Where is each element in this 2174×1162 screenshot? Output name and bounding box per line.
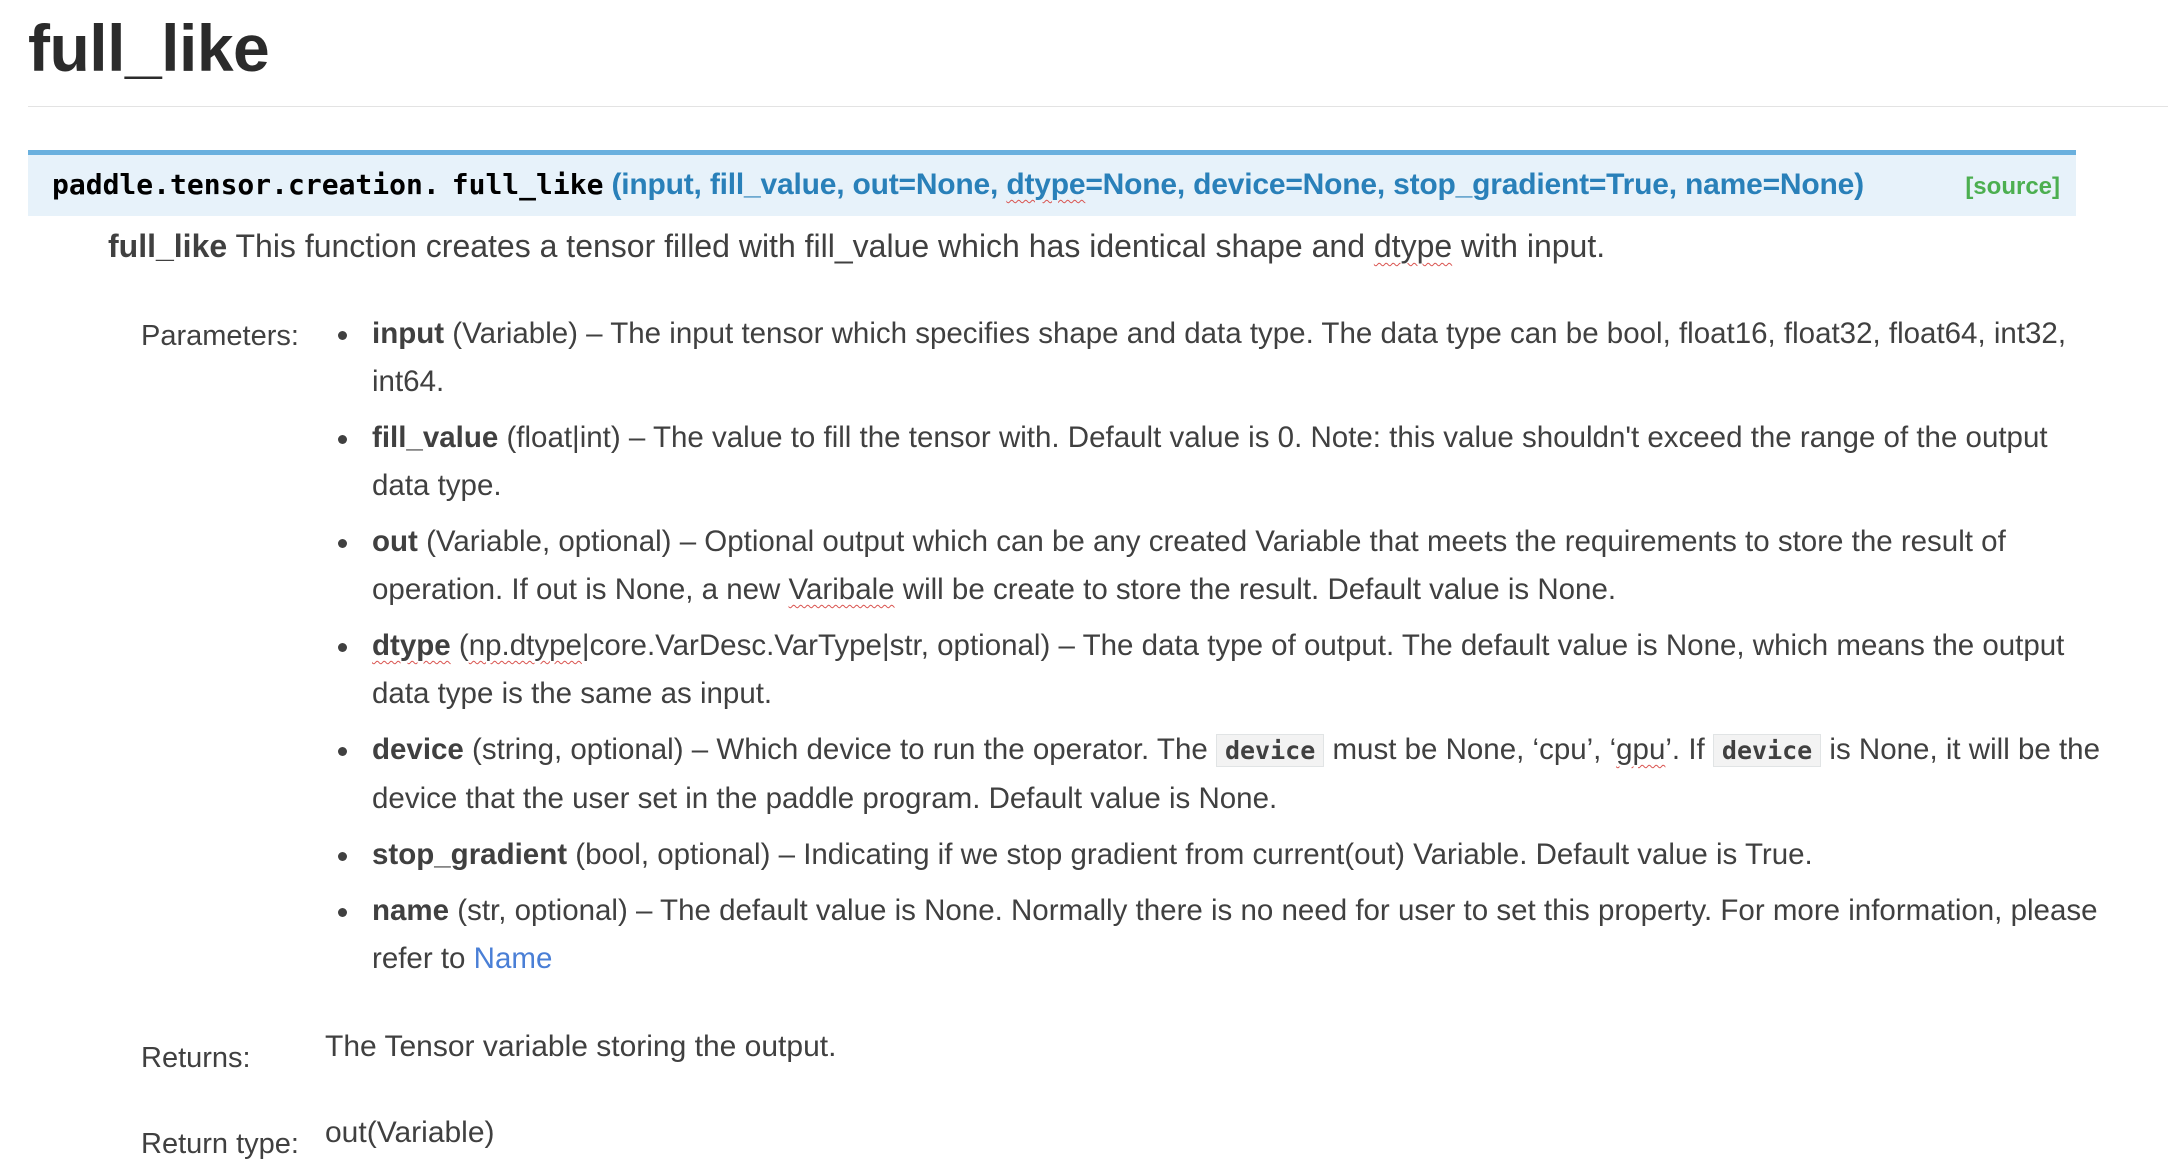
name-reference-link[interactable]: Name [473,942,553,975]
parameters-list [338,310,2108,991]
bullet-icon [338,908,347,917]
returns-value: The Tensor variable storing the output. [325,1030,837,1063]
inline-code-device: device [1713,734,1821,767]
signature-text [52,165,1864,205]
function-description: full_like This function creates a tensor filled with fill_value which has identical shape and dtype with input. [108,228,1606,264]
page-title: full_like [28,11,270,85]
inline-code-device: device [1216,734,1324,767]
param-device: device (string, optional) – Which device to run the operator. The device must be None, ‘cpu’, ‘gpu’. If device is None, it will be the device that the user set in the paddle program. Default value is None. [338,726,2108,823]
signature-function-name: full_like [451,168,604,201]
signature-params: (input, fill_value, out=None, dtype=None, device=None, stop_gradient=True, name=None) [611,168,1864,201]
title-divider [28,106,2168,107]
signature-module-prefix: paddle.tensor.creation. [52,168,440,201]
parameters-label: Parameters: [141,320,299,352]
bullet-icon [338,747,347,756]
source-link[interactable]: [source] [1965,173,2060,200]
return-type-label: Return type: [141,1128,299,1160]
bullet-icon [338,643,347,652]
bullet-icon [338,435,347,444]
param-out: out (Variable, optional) – Optional output which can be any created Variable that meets the requirements to store the result of operation. If out is None, a new Varibale will be create to store the result. Default value is None. [338,518,2108,614]
bullet-icon [338,539,347,548]
param-name: name (str, optional) – The default value is None. Normally there is no need for user to set this property. For more information, please refer to Name [338,887,2108,983]
returns-label: Returns: [141,1042,251,1074]
param-fill-value: fill_value (float|int) – The value to fill the tensor with. Default value is 0. Note: this value shouldn't exceed the range of the output data type. [338,414,2108,510]
return-type-value: out(Variable) [325,1116,495,1149]
param-input: input (Variable) – The input tensor which specifies shape and data type. The data type can be bool, float16, float32, float64, int32, int64. [338,310,2108,406]
bullet-icon [338,331,347,340]
function-signature [28,150,2076,216]
param-stop-gradient: stop_gradient (bool, optional) – Indicating if we stop gradient from current(out) Variable. Default value is True. [338,831,2108,879]
bullet-icon [338,852,347,861]
param-dtype: dtype (np.dtype|core.VarDesc.VarType|str, optional) – The data type of output. The default value is None, which means the output data type is the same as input. [338,622,2108,718]
